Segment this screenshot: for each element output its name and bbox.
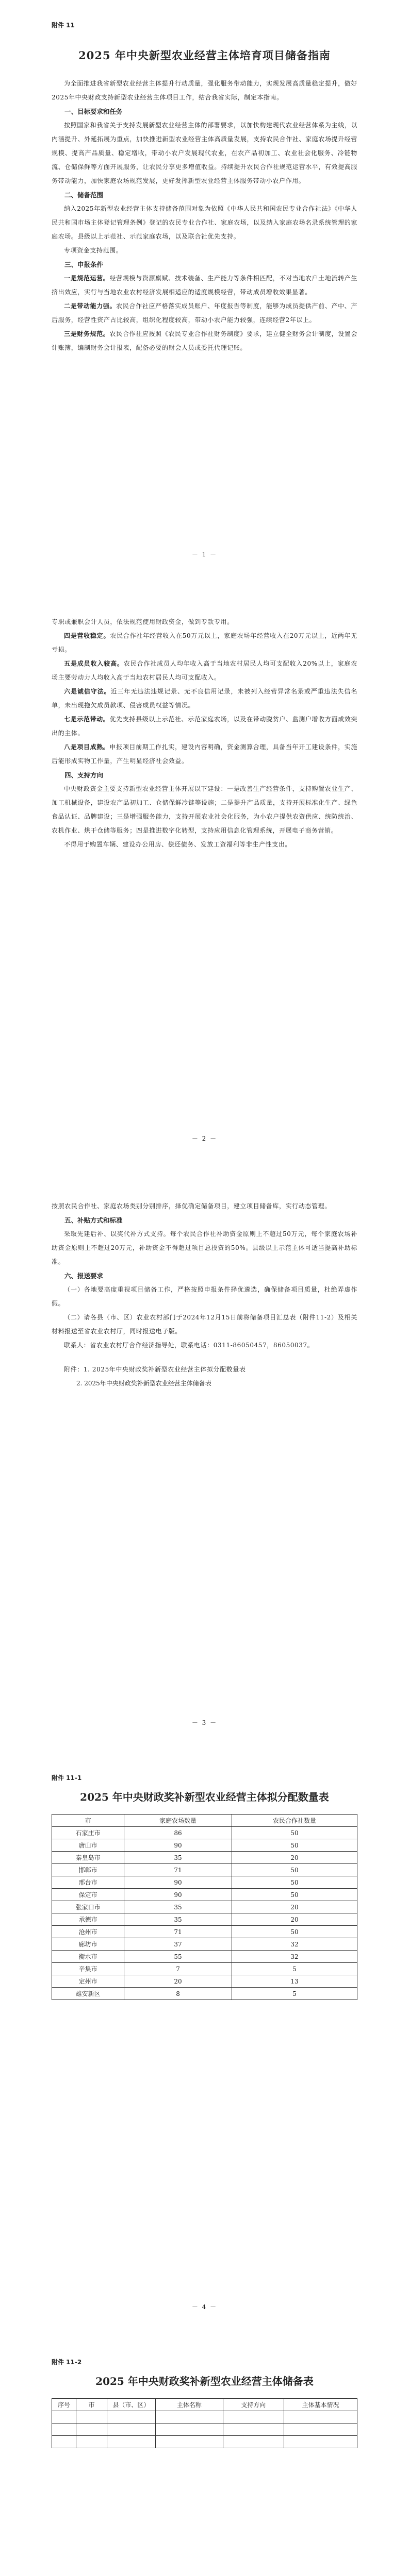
column-header: 主体基本情况: [284, 2399, 357, 2411]
condition-label: 七是示范带动。: [64, 716, 110, 723]
table-row: [52, 1938, 357, 1951]
condition-text: 近三年无违法违规记录、无不良信用记录，未被列入经营异常名录或严重违法失信名单，未出现拖欠成员款项、侵害成员权益等情况。: [52, 688, 357, 709]
table-row: [52, 2411, 357, 2424]
section-paragraph: 按照国家和我省关于支持发展新型农业经营主体的部署要求，以加快构建现代农业经营体系为主线，以内涵提升、外延拓展为重点，加快推进新型农业经营主体高质量发展，支持农民合作社、家庭农场提升经营规模、提高产品质量、稳定增收，带动小农户发展现代农业，在农产品初加工、农业社会化服务、冷链物流、仓储保鲜等方面开展服务，让农民分享更多增值收益。持续提升农民合作社规范运营水平，有效提高服务带动能力，加快家庭农场规范发展，更好发挥新型农业经营主体服务带动小农户作用。: [52, 122, 357, 184]
table-row: [52, 1913, 357, 1926]
page-number: － 1 －: [191, 551, 218, 558]
table-cell: 衡水市: [52, 1951, 124, 1963]
attachment-label: 附件 11-2: [52, 2359, 82, 2366]
table-cell: [76, 2411, 107, 2424]
table-cell: 90: [124, 1839, 232, 1852]
page-1: [0, 0, 409, 577]
table-cell: 50: [232, 1839, 357, 1852]
condition-text: 农民合作社应严格落实成员账户、年度报告等制度，能够为成员提供产前、产中、产后服务，经营性资产占比较高，组织化程度较高，带动小农户能力较强，连续经营2年以上。: [52, 302, 357, 324]
table-cell: [156, 2424, 223, 2436]
condition-text: 农民合作社年经营收入在50万元以上，家庭农场年经营收入在20万元以上，近两年无亏损。: [52, 632, 357, 653]
table-cell: 承德市: [52, 1913, 124, 1926]
table-cell: [52, 2424, 76, 2436]
table-cell: [284, 2436, 357, 2448]
table-cell: [156, 2436, 223, 2448]
table-cell: 唐山市: [52, 1839, 124, 1852]
page-5: [0, 2337, 409, 2576]
condition-label: 五是成员收入较高。: [64, 660, 124, 667]
table-cell: 邯郸市: [52, 1864, 124, 1876]
table-row: [52, 1926, 357, 1938]
section-heading: 二、储备范围: [64, 191, 104, 199]
column-header: 市: [76, 2399, 107, 2411]
table-row: [52, 1951, 357, 1963]
table-cell: 37: [124, 1938, 232, 1951]
continued-paragraph: 专职或兼职会计人员，依法规范使用财政资金，做到专款专用。: [52, 618, 234, 625]
table-row: [52, 1876, 357, 1889]
table-title: 2025 年中央财政奖补新型农业经营主体拟分配数量表: [80, 1791, 329, 1803]
table-cell: [52, 2436, 76, 2448]
table-cell: 定州市: [52, 1975, 124, 1988]
section-heading: 四、支持方向: [64, 771, 104, 779]
table-cell: 35: [124, 1913, 232, 1926]
table-cell: [107, 2424, 156, 2436]
condition-paragraph: [52, 299, 357, 327]
table-cell: 71: [124, 1864, 232, 1876]
condition-text: 农民合作社应按照《农民专业合作社财务制度》要求，建立健全财务会计制度，设置会计账簿，编制财务会计报表，配备必要的财会人员或委托代理记账。: [52, 330, 358, 351]
attachment-label: 附件 11: [52, 22, 75, 29]
page-4: [0, 1753, 409, 2330]
condition-text: 申报项目前期工作扎实，建设内容明确，资金测算合理，具备当年开工建设条件，实施后能形成实物工作量，产生明显经济社会效益。: [52, 743, 358, 765]
table-row: [52, 1827, 357, 1839]
condition-paragraph: [52, 327, 357, 355]
condition-label: 二是带动能力强。: [64, 302, 117, 310]
section-paragraph: 纳入2025年新型农业经营主体支持储备范围对象为依照《中华人民共和国农民专业合作社法》《中华人民共和国市场主体登记管理条例》登记的农民专业合作社、家庭农场，以及纳入家庭农场名录系统管理的家庭农场。县级以上示范社、示范家庭农场，以及联合社优先支持。: [52, 205, 357, 240]
condition-paragraph: [52, 685, 357, 713]
condition-paragraph: [52, 713, 357, 740]
attachment-item: 1. 2025年中央财政奖补新型农业经营主体拟分配数量表: [83, 1366, 246, 1373]
table-cell: 20: [232, 1913, 357, 1926]
table-cell: 张家口市: [52, 1901, 124, 1913]
table-cell: 32: [232, 1938, 357, 1951]
table-cell: 35: [124, 1852, 232, 1864]
column-header: 支持方向: [223, 2399, 284, 2411]
table-cell: [223, 2436, 284, 2448]
table-cell: 雄安新区: [52, 1988, 124, 2000]
table-cell: 20: [232, 1852, 357, 1864]
section-paragraph: 专项资金支持范围。: [64, 247, 123, 254]
condition-paragraph: [52, 657, 357, 685]
table-row: [52, 2436, 357, 2448]
section-paragraph: 采取先建后补、以奖代补方式支持。每个农民合作社补助资金原则上不超过50万元，每个家庭农场补助资金原则上不超过20万元，补助资金不得超过项目总投资的50%。县级以上示范主体可适当提高补助标准。: [52, 1230, 357, 1265]
table-header-row: [52, 2399, 357, 2411]
condition-label: 一是规范运营。: [64, 275, 110, 282]
table-cell: 71: [124, 1926, 232, 1938]
table-row: [52, 1839, 357, 1852]
condition-label: 三是财务规范。: [64, 330, 110, 337]
table-cell: [223, 2424, 284, 2436]
table-cell: 秦皇岛市: [52, 1852, 124, 1864]
table-cell: 50: [232, 1827, 357, 1839]
table-cell: 90: [124, 1876, 232, 1889]
contact-paragraph: 联系人：省农业农村厅合作经济指导处，联系电话：0311-86050457，86050037。: [64, 1342, 314, 1349]
table-row: [52, 1864, 357, 1876]
table-cell: 50: [232, 1876, 357, 1889]
section-heading: 一、目标要求和任务: [64, 108, 123, 115]
table-cell: 8: [124, 1988, 232, 2000]
table-cell: [107, 2436, 156, 2448]
condition-paragraph: [52, 629, 357, 657]
table-cell: 50: [232, 1889, 357, 1901]
table-cell: [223, 2411, 284, 2424]
table-cell: 86: [124, 1827, 232, 1839]
table-row: [52, 1852, 357, 1864]
table-cell: 5: [232, 1988, 357, 2000]
table-cell: [76, 2436, 107, 2448]
table-cell: 邢台市: [52, 1876, 124, 1889]
page-number: － 3 －: [191, 1719, 218, 1726]
section-paragraph: 不得用于购置车辆、建设办公用房、偿还债务、发放工资福利等非生产性支出。: [64, 841, 292, 848]
table-cell: 7: [124, 1963, 232, 1975]
attachment-label: 附件 11-1: [52, 1774, 82, 1782]
column-header: 序号: [52, 2399, 76, 2411]
section-heading: 五、补贴方式和标准: [64, 1216, 123, 1224]
table-row: [52, 1963, 357, 1975]
column-header: 家庭农场数量: [124, 1815, 232, 1827]
attachments-intro: [52, 1363, 357, 1377]
attachments-label: 附件：: [64, 1366, 84, 1373]
condition-paragraph: [52, 272, 357, 299]
table-row: [52, 1889, 357, 1901]
table-header-row: [52, 1815, 357, 1827]
table-cell: 35: [124, 1901, 232, 1913]
condition-label: 四是营收稳定。: [64, 632, 110, 639]
page-2: [0, 584, 409, 1161]
attachment-item: 2. 2025年中央财政奖补新型农业经营主体储备表: [76, 1380, 211, 1387]
requirement-paragraph: （二）请各县（市、区）农业农村部门于2024年12月15日前将储备项目汇总表（附件11-2）及相关材料报送至省农业农村厅，同时报送电子版。: [52, 1314, 357, 1335]
condition-label: 六是诚信守法。: [64, 688, 111, 695]
table-cell: 90: [124, 1889, 232, 1901]
page-number: － 4 －: [191, 2303, 218, 2311]
table-cell: 13: [232, 1975, 357, 1988]
table-cell: 保定市: [52, 1889, 124, 1901]
table-cell: [284, 2411, 357, 2424]
table-cell: 50: [232, 1926, 357, 1938]
table-row: [52, 1988, 357, 2000]
table-cell: 20: [232, 1901, 357, 1913]
table-cell: [52, 2411, 76, 2424]
section-heading: 六、报送要求: [64, 1272, 104, 1280]
table-cell: 55: [124, 1951, 232, 1963]
table-cell: [76, 2424, 107, 2436]
column-header: 市: [52, 1815, 124, 1827]
intro-paragraph: 为全面推进我省新型农业经营主体提升行动质量，强化服务带动能力，实现发展高质量稳定提升，做好2025年中央财政支持新型农业经营主体项目工作，结合我省实际，制定本指南。: [52, 80, 357, 101]
table-cell: 辛集市: [52, 1963, 124, 1975]
column-header: 主体名称: [156, 2399, 223, 2411]
allocation-table: [52, 1814, 357, 2000]
section-paragraph: 中央财政资金主要支持新型农业经营主体开展以下建设：一是改善生产经营条件，支持购置农业生产、加工机械设备，建设农产品初加工、仓储保鲜冷链等设施；二是提升产品质量，支持开展标准化生产、绿色食品认证、品牌建设；三是增强服务能力，支持开展农业社会化服务，为小农户提供农资供应、统防统治、农机作业、烘干仓储等服务；四是推进数字化转型，支持应用信息化管理系统，开展电子商务营销。: [52, 785, 357, 834]
requirement-paragraph: （一）各地要高度重视项目储备工作，严格按照申报条件择优遴选，确保储备项目质量，杜绝弄虚作假。: [52, 1286, 357, 1307]
table-cell: [107, 2411, 156, 2424]
condition-text: 农民合作社成员人均年收入高于当地农村居民人均可支配收入20%以上，家庭农场主要劳动力人均收入高于当地农村居民人均可支配收入。: [52, 660, 357, 681]
table-cell: 5: [232, 1963, 357, 1975]
table-row: [52, 1901, 357, 1913]
continued-paragraph: 按照农民合作社、家庭农场类别分别排序，择优确定储备项目，建立项目储备库，实行动态管理。: [52, 1202, 331, 1210]
table-cell: 沧州市: [52, 1926, 124, 1938]
table-row: [52, 2424, 357, 2436]
condition-label: 八是项目成熟。: [64, 743, 110, 751]
column-header: 农民合作社数量: [232, 1815, 357, 1827]
condition-text: 优先支持县级以上示范社、示范家庭农场，以及在带动脱贫户、监测户增收方面成效突出的主体。: [52, 716, 358, 737]
table-cell: 32: [232, 1951, 357, 1963]
table-cell: [156, 2411, 223, 2424]
table-row: [52, 1975, 357, 1988]
table-title: 2025 年中央财政奖补新型农业经营主体储备表: [95, 2375, 314, 2387]
reserve-table: [52, 2398, 357, 2448]
page-3: [0, 1168, 409, 1745]
table-cell: [284, 2424, 357, 2436]
column-header: 县（市、区）: [107, 2399, 156, 2411]
table-cell: 20: [124, 1975, 232, 1988]
table-cell: 石家庄市: [52, 1827, 124, 1839]
page-number: － 2 －: [191, 1135, 218, 1142]
section-heading: 三、申报条件: [64, 261, 104, 268]
table-cell: 廊坊市: [52, 1938, 124, 1951]
table-cell: 50: [232, 1864, 357, 1876]
condition-paragraph: [52, 740, 357, 768]
condition-text: 经营规模与资源禀赋、技术装备、生产能力等条件相匹配，不对当地农户土地流转产生挤出效应，实行与当地农业农村经济发展相适应的适度规模经营，带动成员增收效果显著。: [52, 275, 358, 296]
document-title: 2025 年中央新型农业经营主体培育项目储备指南: [78, 49, 331, 62]
